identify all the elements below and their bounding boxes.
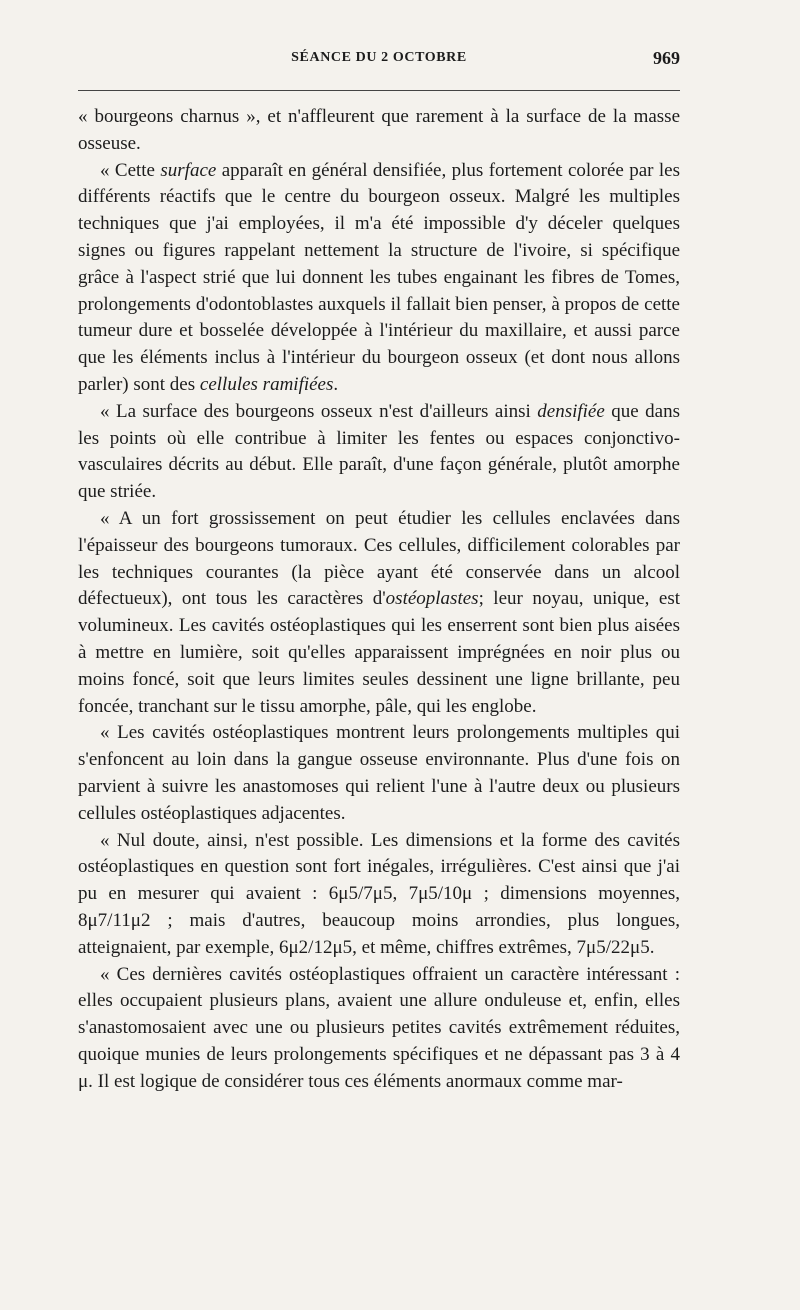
paragraph-2-italic-surface: surface — [160, 159, 217, 181]
paragraph-4-italic-osteoplastes: ostéoplastes — [385, 588, 479, 610]
paragraph-2-italic-cellules: cellules ramifiées — [199, 373, 334, 395]
paragraph-2-text-b: apparaît en général densifiée, plus fortement colorée par les différents réactifs que le centre du bourgeon osseux. Malgré les multiples techniques que j'ai employées, il m'a été impossible d'y déceler quelques signes ou figures rappelant nettement la structure de l'ivoire, si spécifique grâce à l'aspect strié que lui donnent les tubes engainant les fibres de Tomes, prolongements d'odontoblastes auxquels il fallait bien penser, à propos de cette tumeur dure et bosselée développée à l'intérieur du maxillaire, et aussi parce que les éléments inclus à l'intérieur du bourgeon osseux (et dont nous allons parler) sont des — [78, 159, 680, 395]
paragraph-3-italic-densifiee: densifiée — [537, 400, 605, 422]
paragraph-5 — [78, 720, 680, 827]
paragraph-6-text: « Nul doute, ainsi, n'est possible. Les dimensions et la forme des cavités ostéoplastiques en question sont fort inégales, irrégulières. C'est ainsi que j'ai pu en mesurer qui avaient : 6μ5/7μ5, 7μ5/10μ ; dimensions moyennes, 8μ7/11μ2 ; mais d'autres, beaucoup moins arrondies, plus longues, atteignaient, par exemple, 6μ2/12μ5, et même, chiffres extrêmes, 7μ5/22μ5. — [78, 829, 680, 958]
paragraph-7 — [78, 962, 680, 1096]
paragraph-2-text-a: « Cette — [100, 159, 161, 181]
paragraph-2-text-c: . — [333, 373, 339, 395]
paragraph-7-text: « Ces dernières cavités ostéoplastiques offraient un caractère intéressant : elles occupaient plusieurs plans, avaient une allure onduleuse et, enfin, elles s'anastomosaient avec une ou plusieurs petites cavités extrêmement réduites, quoique munies de leurs prolongements spécifiques et ne dépassant pas 3 à 4 μ. Il est logique de considérer tous ces éléments anormaux comme mar- — [78, 963, 680, 1092]
paragraph-4 — [78, 506, 680, 720]
paragraph-3-text-b: que dans les points où elle contribue à limiter les fentes ou espaces conjonctivo-vasculaires décrits au début. Elle paraît, d'une façon générale, plutôt amorphe que striée. — [78, 400, 681, 503]
paragraph-5-text: « Les cavités ostéoplastiques montrent leurs prolongements multiples qui s'enfoncent au loin dans la gangue osseuse environnante. Plus d'une fois on parvient à suivre les anastomoses qui relient l'une à l'autre deux ou plusieurs cellules ostéoplastiques adjacentes. — [78, 722, 680, 824]
paragraph-4-text-a: « A un fort grossissement on peut étudier les cellules enclavées dans l'épaisseur des bourgeons tumoraux. Ces cellules, difficilement colorables par les techniques courantes (la pièce ayant été conservée dans un alcool défectueux), ont tous les caractères d' — [78, 507, 680, 610]
page-number: 969 — [653, 48, 680, 68]
header-rule — [78, 90, 680, 91]
body-text — [78, 104, 680, 1095]
running-title: SÉANCE DU 2 OCTOBRE — [291, 50, 467, 65]
paragraph-1-text: « bourgeons charnus », et n'affleurent que rarement à la surface de la masse osseuse. — [78, 106, 680, 154]
paragraph-2 — [78, 158, 680, 399]
paragraph-1 — [78, 104, 680, 158]
paragraph-3-text-a: « La surface des bourgeons osseux n'est d'ailleurs ainsi — [100, 400, 538, 422]
page-header — [78, 50, 680, 76]
paragraph-3 — [78, 399, 680, 506]
paragraph-6 — [78, 828, 680, 962]
paragraph-4-text-b: ; leur noyau, unique, est volumineux. Les cavités ostéoplastiques qui les enserrent sont bien plus aisées à mettre en lumière, soit qu'elles apparaissent imprégnées en noir plus ou moins foncé, soit que leurs limites seules dessinent une ligne brillante, peu foncée, tranchant sur le tissu amorphe, pâle, qui les englobe. — [78, 588, 680, 717]
